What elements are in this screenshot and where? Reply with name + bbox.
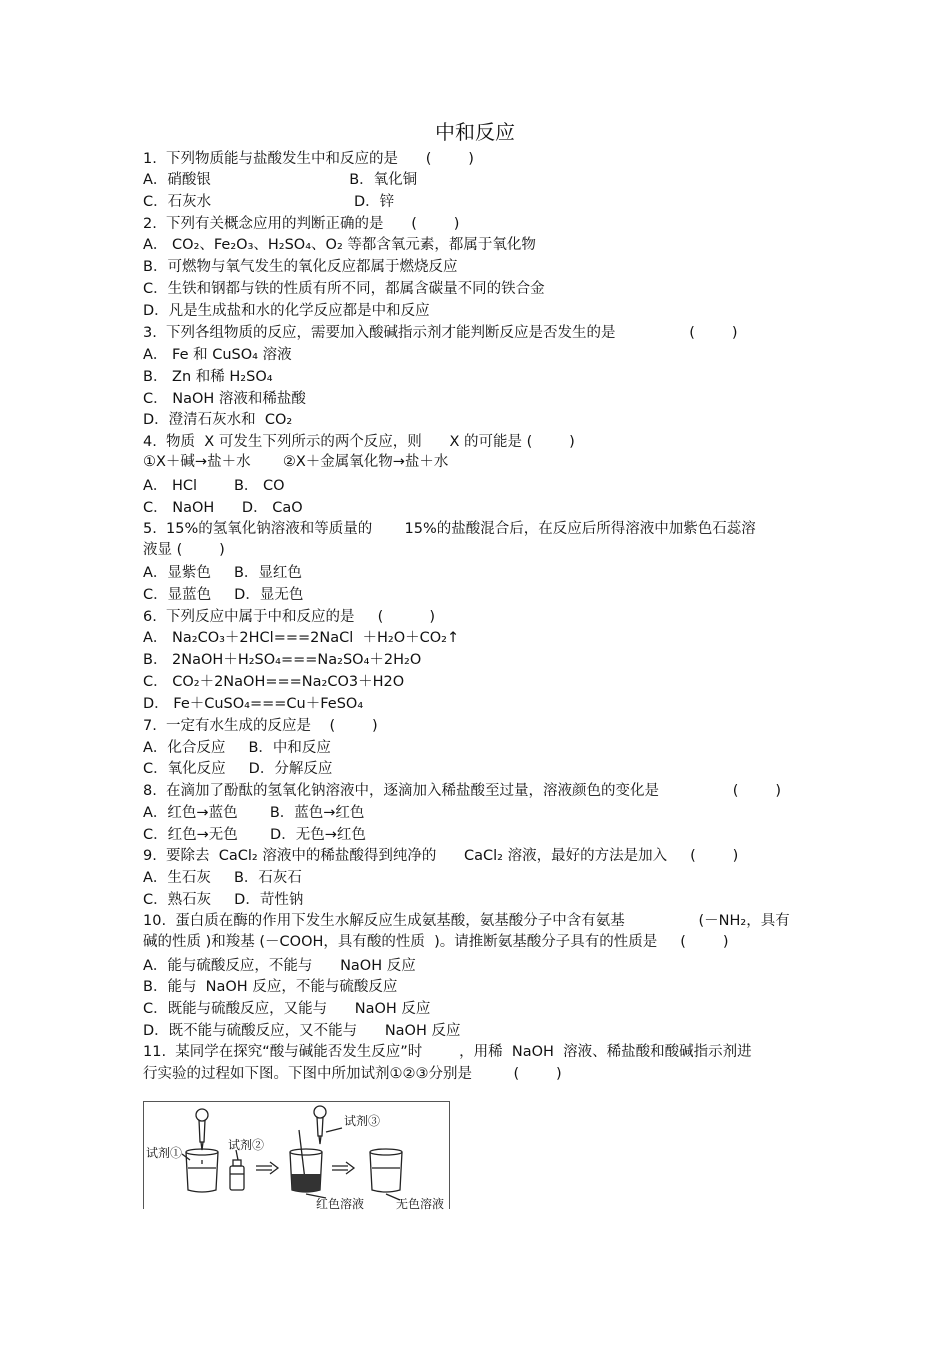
arrow-1-icon [256, 1162, 278, 1174]
q3-option-a: A． Fe 和 CuSO₄ 溶液 [143, 347, 292, 363]
q9-option-ab: A．生石灰 B．石灰石 [143, 870, 302, 886]
q8-option-cd: C．红色→无色 D．无色→红色 [143, 827, 366, 843]
question-5: 5. 15%的氢氧化钠溶液和等质量的 15%的盐酸混合后，在反应后所得溶液中加紫色石蕊溶 [143, 521, 756, 537]
q10-option-a: A．能与硫酸反应，不能与 NaOH 反应 [143, 958, 416, 974]
question-5-cont: 液显 ( ) [143, 542, 225, 558]
question-10-cont: 碱的性质 )和羧基 (－COOH，具有酸的性质 )。请推断氨基酸分子具有的性质是 ( ) [143, 934, 729, 950]
beaker-1-icon [186, 1149, 218, 1192]
q10-option-c: C．既能与硫酸反应，又能与 NaOH 反应 [143, 1001, 431, 1017]
colorless-solution-label: 无色溶液 [396, 1197, 445, 1211]
q3-option-c: C． NaOH 溶液和稀盐酸 [143, 391, 306, 407]
q6-option-c: C． CO₂＋2NaOH===Na₂CO3＋H2O [143, 674, 405, 690]
q6-option-d: D． Fe＋CuSO₄===Cu＋FeSO₄ [143, 696, 364, 712]
reagent-bottle-icon [230, 1160, 244, 1190]
question-10: 10. 蛋白质在酶的作用下发生水解反应生成氨基酸，氨基酸分子中含有氨基 (－NH₂，具有 [143, 913, 790, 929]
question-8: 8. 在滴加了酚酞的氢氧化钠溶液中，逐滴加入稀盐酸至过量，溶液颜色的变化是 ( ) [143, 783, 781, 799]
q10-option-b: B．能与 NaOH 反应，不能与硫酸反应 [143, 979, 398, 995]
question-3: 3. 下列各组物质的反应，需要加入酸碱指示剂才能判断反应是否发生的是 ( ) [143, 325, 738, 341]
question-11: 11. 某同学在探究“酸与碱能否发生反应”时 ，用稀 NaOH 溶液、稀盐酸和酸碱指示剂进 [143, 1044, 752, 1060]
q5-option-cd: C．显蓝色 D．显无色 [143, 587, 304, 603]
q7-option-ab: A．化合反应 B．中和反应 [143, 740, 331, 756]
dropper-1-icon [196, 1109, 208, 1150]
q4-reactions: ①X＋碱→盐＋水 ②X＋金属氧化物→盐＋水 [143, 454, 449, 470]
question-9: 9. 要除去 CaCl₂ 溶液中的稀盐酸得到纯净的 CaCl₂ 溶液，最好的方法是加入 ( ) [143, 848, 739, 864]
question-2: 2. 下列有关概念应用的判断正确的是 ( ) [143, 216, 460, 232]
arrow-2-icon [332, 1162, 354, 1174]
q10-option-d: D．既不能与硫酸反应，又不能与 NaOH 反应 [143, 1023, 461, 1039]
q9-option-cd: C．熟石灰 D．苛性钠 [143, 892, 304, 908]
page-title: 中和反应 [435, 120, 515, 144]
reagent-2-label: 试剂② [228, 1138, 265, 1152]
reagent-1-label: 试剂① [146, 1146, 183, 1160]
q2-option-a: A． CO₂、Fe₂O₃、H₂SO₄、O₂ 等都含氧元素，都属于氧化物 [143, 237, 536, 253]
reagent-3-label: 试剂③ [344, 1114, 381, 1128]
q3-option-d: D．澄清石灰水和 CO₂ [143, 412, 293, 428]
q2-option-b: B．可燃物与氧气发生的氧化反应都属于燃烧反应 [143, 259, 458, 275]
question-4: 4. 物质 X 可发生下列所示的两个反应，则 X 的可能是 ( ) [143, 434, 575, 450]
dropper-3-icon [314, 1106, 326, 1144]
red-solution-label: 红色溶液 [316, 1197, 365, 1211]
q1-option-ab: A．硝酸银 B．氧化铜 [143, 172, 418, 188]
q1-option-cd: C．石灰水 D．锌 [143, 194, 395, 210]
q4-option-ab: A． HCl B． CO [143, 478, 285, 494]
red-solution-fill [291, 1174, 321, 1192]
question-7: 7. 一定有水生成的反应是 ( ) [143, 718, 378, 734]
q7-option-cd: C．氧化反应 D．分解反应 [143, 761, 333, 777]
experiment-figure [143, 1101, 450, 1209]
question-11-cont: 行实验的过程如下图。下图中所加试剂①②③分别是 ( ) [143, 1066, 562, 1082]
q6-option-a: A． Na₂CO₃＋2HCl===2NaCl ＋H₂O＋CO₂↑ [143, 630, 460, 646]
question-6: 6. 下列反应中属于中和反应的是 ( ) [143, 609, 436, 625]
beaker-3-icon [370, 1149, 402, 1192]
q6-option-b: B． 2NaOH＋H₂SO₄===Na₂SO₄＋2H₂O [143, 652, 422, 668]
q3-option-b: B． Zn 和稀 H₂SO₄ [143, 369, 273, 385]
q2-option-c: C．生铁和钢都与铁的性质有所不同，都属含碳量不同的铁合金 [143, 281, 545, 297]
q2-option-d: D．凡是生成盐和水的化学反应都是中和反应 [143, 303, 430, 319]
q8-option-ab: A．红色→蓝色 B．蓝色→红色 [143, 805, 365, 821]
q5-option-ab: A．显紫色 B．显红色 [143, 565, 302, 581]
experiment-diagram [144, 1102, 451, 1210]
question-1: 1. 下列物质能与盐酸发生中和反应的是 ( ) [143, 151, 474, 167]
q4-option-cd: C． NaOH D． CaO [143, 500, 303, 516]
